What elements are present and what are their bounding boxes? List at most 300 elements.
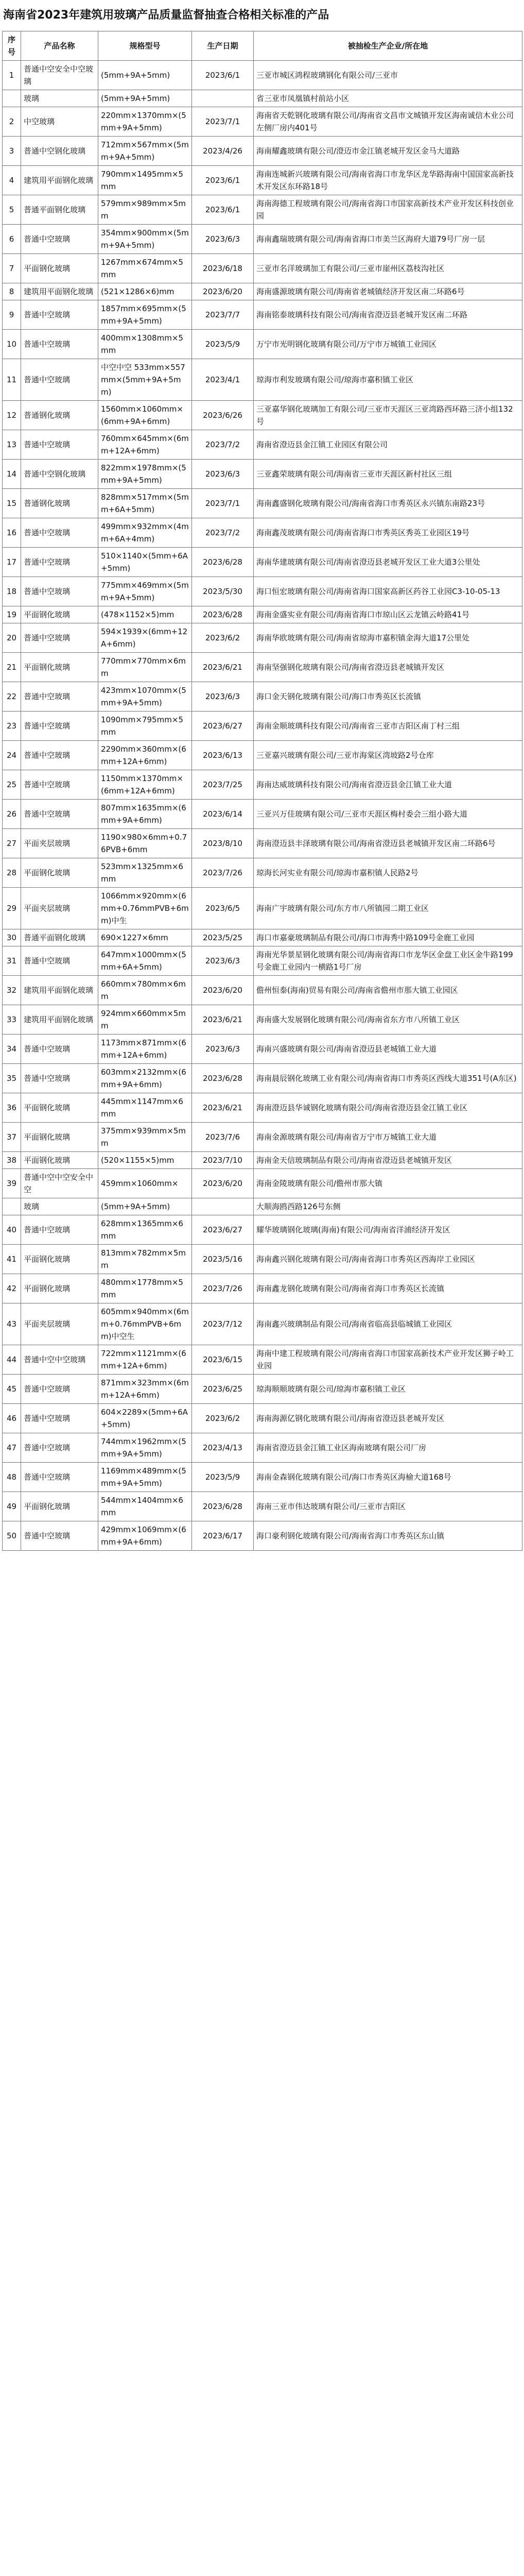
- table-row: [3, 1492, 522, 1521]
- row-enterprise: 省三亚市凤凰镇村前站小区: [254, 90, 522, 107]
- row-enterprise: 琼海长河实业有限公司/琼海市嘉积镇人民路2号: [254, 858, 522, 888]
- row-spec: 1560mm×1060mm×(6mm+9A+6mm): [98, 401, 192, 430]
- row-spec: (5mm+9A+5mm): [98, 90, 192, 107]
- row-production-date: 2023/6/1: [192, 61, 254, 90]
- table-row: [3, 606, 522, 623]
- row-product-name: 普通中空玻璃: [21, 518, 98, 548]
- row-index: 38: [3, 1152, 21, 1169]
- header-production-date: 生产日期: [192, 31, 254, 61]
- row-product-name: 普通中空玻璃: [21, 548, 98, 577]
- row-index: 28: [3, 858, 21, 888]
- row-spec: 1267mm×674mm×5mm: [98, 254, 192, 283]
- row-spec: 647mm×1000mm×(5mm+6A+5mm): [98, 946, 192, 976]
- table-row: [3, 682, 522, 711]
- row-index: 41: [3, 1245, 21, 1274]
- row-production-date: 2023/6/26: [192, 401, 254, 430]
- row-enterprise: 海南海源亿钢化玻璃有限公司/海南省澄迈县老城开发区: [254, 1404, 522, 1433]
- row-index: 4: [3, 166, 21, 195]
- row-product-name: 建筑用平面钢化玻璃: [21, 166, 98, 195]
- row-spec: 499mm×932mm×(4mm+6A+4mm): [98, 518, 192, 548]
- table-header-row: [3, 31, 522, 61]
- row-index: [3, 1198, 21, 1215]
- row-enterprise: 儋州恒泰(海南)贸易有限公司/海南省儋州市那大镇工业园区: [254, 976, 522, 1005]
- row-enterprise: 三亚市名洋玻璃加工有限公司/三亚市崖州区荔枝沟社区: [254, 254, 522, 283]
- table-row: [3, 741, 522, 770]
- row-index: 13: [3, 430, 21, 460]
- row-spec: 807mm×1635mm×(6mm+9A+6mm): [98, 800, 192, 829]
- row-index: 6: [3, 225, 21, 254]
- table-row: [3, 829, 522, 858]
- row-product-name: 建筑用平面钢化玻璃: [21, 283, 98, 300]
- row-product-name: 普通中空玻璃: [21, 741, 98, 770]
- row-spec: 744mm×1962mm×(5mm+9A+5mm): [98, 1433, 192, 1463]
- row-index: 50: [3, 1521, 21, 1551]
- row-enterprise: 海南鑫茂玻璃有限公司/海南省海口市秀英区秀英工业园区19号: [254, 518, 522, 548]
- row-production-date: 2023/5/16: [192, 1245, 254, 1274]
- row-product-name: 普通平面钢化玻璃: [21, 195, 98, 225]
- row-spec: 510×1140×(5mm+6A+5mm): [98, 548, 192, 577]
- row-spec: 790mm×1495mm×5mm: [98, 166, 192, 195]
- row-enterprise: 海南晨辰钢化玻璃工业有限公司/海南省海口市秀英区西线大道351号(A东区): [254, 1064, 522, 1093]
- row-enterprise: 海南广宇玻璃有限公司/东方市八所镇园二期工业区: [254, 888, 522, 929]
- row-product-name: 玻璃: [21, 90, 98, 107]
- table-row: [3, 1005, 522, 1035]
- row-production-date: 2023/6/27: [192, 711, 254, 741]
- row-spec: 中空中空 533mm×557mm×(5mm+9A+5mm): [98, 359, 192, 401]
- row-production-date: 2023/6/3: [192, 460, 254, 489]
- row-enterprise: 海南鑫兴钢化玻璃有限公司/海南省海口市秀英区西海岸工业园区: [254, 1245, 522, 1274]
- row-index: 42: [3, 1274, 21, 1303]
- row-enterprise: 海南金盛实业有限公司/海南省海口市琼山区云龙镇云岭路41号: [254, 606, 522, 623]
- table-row: [3, 254, 522, 283]
- row-index: 8: [3, 283, 21, 300]
- row-spec: 1150mm×1370mm×(6mm+12A+6mm): [98, 770, 192, 800]
- row-enterprise: 三亚嘉华钢化玻璃加工有限公司/三亚市天涯区三亚湾路西环路三济小组132号: [254, 401, 522, 430]
- row-spec: 445mm×1147mm×6mm: [98, 1093, 192, 1123]
- row-product-name: 普通钢化玻璃: [21, 489, 98, 518]
- row-product-name: 平面钢化玻璃: [21, 1245, 98, 1274]
- table-row: [3, 195, 522, 225]
- row-index: 47: [3, 1433, 21, 1463]
- row-enterprise: 海南鑫盛钢化玻璃有限公司/海南省海口市秀英区永兴镇东南路23号: [254, 489, 522, 518]
- row-spec: 871mm×323mm×(6mm+12A+6mm): [98, 1375, 192, 1404]
- row-spec: (478×1152×5)mm: [98, 606, 192, 623]
- row-production-date: 2023/5/25: [192, 929, 254, 946]
- row-index: 29: [3, 888, 21, 929]
- table-row: [3, 1245, 522, 1274]
- row-index: 21: [3, 653, 21, 682]
- row-spec: 628mm×1365mm×6mm: [98, 1215, 192, 1245]
- table-row: [3, 858, 522, 888]
- row-index: 34: [3, 1035, 21, 1064]
- row-spec: 579mm×989mm×5mm: [98, 195, 192, 225]
- row-index: 48: [3, 1463, 21, 1492]
- table-row: [3, 137, 522, 166]
- table-row: [3, 401, 522, 430]
- row-product-name: 平面钢化玻璃: [21, 1492, 98, 1521]
- row-spec: 822mm×1978mm×(5mm+9A+5mm): [98, 460, 192, 489]
- row-product-name: 普通平面钢化玻璃: [21, 929, 98, 946]
- row-spec: (521×1286×6)mm: [98, 283, 192, 300]
- row-index: 23: [3, 711, 21, 741]
- row-product-name: 平面钢化玻璃: [21, 1093, 98, 1123]
- row-enterprise: 海南坚强钢化玻璃有限公司/海南省澄迈县老城镇开发区: [254, 653, 522, 682]
- header-spec: 规格型号: [98, 31, 192, 61]
- row-spec: 1090mm×795mm×5mm: [98, 711, 192, 741]
- row-enterprise: 海南耀鑫玻璃有限公司/澄迈市金江镇老城开发区金马大道路: [254, 137, 522, 166]
- row-spec: (520×1155×5)mm: [98, 1152, 192, 1169]
- row-product-name: 平面钢化玻璃: [21, 1274, 98, 1303]
- row-product-name: 中空玻璃: [21, 107, 98, 137]
- row-production-date: 2023/6/25: [192, 1375, 254, 1404]
- row-enterprise: 海南鑫兴玻璃制品有限公司/海南省临高县临城镇工业园区: [254, 1303, 522, 1345]
- table-row: [3, 946, 522, 976]
- row-product-name: 普通中空玻璃: [21, 623, 98, 653]
- row-product-name: 建筑用平面钢化玻璃: [21, 976, 98, 1005]
- table-row: [3, 929, 522, 946]
- document-title: 海南省2023年建筑用玻璃产品质量监督抽查合格相关标准的产品: [3, 9, 329, 22]
- row-production-date: 2023/6/2: [192, 1404, 254, 1433]
- row-product-name: 普通中空玻璃: [21, 430, 98, 460]
- row-spec: 760mm×645mm×(6mm+12A+6mm): [98, 430, 192, 460]
- row-spec: 1857mm×695mm×(5mm+9A+5mm): [98, 300, 192, 330]
- row-production-date: 2023/6/21: [192, 1005, 254, 1035]
- table-row: [3, 976, 522, 1005]
- row-product-name: 普通中空玻璃: [21, 711, 98, 741]
- row-product-name: 普通钢化玻璃: [21, 401, 98, 430]
- row-product-name: 平面钢化玻璃: [21, 653, 98, 682]
- table-row: [3, 1303, 522, 1345]
- row-product-name: 普通中空玻璃: [21, 1035, 98, 1064]
- table-row: [3, 1521, 522, 1551]
- row-product-name: 平面钢化玻璃: [21, 1152, 98, 1169]
- row-production-date: 2023/4/26: [192, 137, 254, 166]
- row-production-date: 2023/6/3: [192, 1035, 254, 1064]
- row-index: 17: [3, 548, 21, 577]
- row-enterprise: 海南省澄迈县金江镇工业区海南玻璃有限公司厂房: [254, 1433, 522, 1463]
- row-spec: 603mm×2132mm×(6mm+9A+6mm): [98, 1064, 192, 1093]
- row-index: 22: [3, 682, 21, 711]
- row-index: 11: [3, 359, 21, 401]
- row-production-date: 2023/6/20: [192, 976, 254, 1005]
- row-index: 24: [3, 741, 21, 770]
- row-production-date: 2023/7/2: [192, 430, 254, 460]
- row-enterprise: 海南连城新兴玻璃有限公司/海南省海口市龙华区龙华路海南中国国家高新技术开发区东环路18号: [254, 166, 522, 195]
- row-spec: 429mm×1069mm×(6mm+9A+6mm): [98, 1521, 192, 1551]
- header-index: 序号: [3, 31, 21, 61]
- row-index: 5: [3, 195, 21, 225]
- row-production-date: 2023/7/1: [192, 107, 254, 137]
- table-row: [3, 1093, 522, 1123]
- row-product-name: 普通中空中空安全中空: [21, 1169, 98, 1198]
- table-row: [3, 359, 522, 401]
- row-index: 32: [3, 976, 21, 1005]
- table-row: [3, 1463, 522, 1492]
- row-production-date: 2023/6/14: [192, 800, 254, 829]
- row-product-name: 普通中空玻璃: [21, 225, 98, 254]
- row-enterprise: 海南省天乾钢化玻璃有限公司/海南省文昌市文城镇开发区海南诚信木业公司左侧厂房内401号: [254, 107, 522, 137]
- row-spec: 544mm×1404mm×6mm: [98, 1492, 192, 1521]
- row-index: 30: [3, 929, 21, 946]
- row-production-date: 2023/6/21: [192, 1093, 254, 1123]
- table-row: [3, 430, 522, 460]
- row-index: 36: [3, 1093, 21, 1123]
- row-product-name: 普通中空玻璃: [21, 946, 98, 976]
- table-row: [3, 1169, 522, 1198]
- row-index: 3: [3, 137, 21, 166]
- table-row: [3, 770, 522, 800]
- row-product-name: 普通中空玻璃: [21, 300, 98, 330]
- row-production-date: 2023/6/15: [192, 1345, 254, 1375]
- row-production-date: 2023/6/28: [192, 548, 254, 577]
- table-row: [3, 460, 522, 489]
- row-index: 7: [3, 254, 21, 283]
- row-spec: 2290mm×360mm×(6mm+12A+6mm): [98, 741, 192, 770]
- table-row: [3, 518, 522, 548]
- table-row: [3, 711, 522, 741]
- row-production-date: [192, 1198, 254, 1215]
- row-enterprise: 大顺海鸥西路126号东侧: [254, 1198, 522, 1215]
- table-row: [3, 548, 522, 577]
- row-production-date: 2023/8/10: [192, 829, 254, 858]
- row-enterprise: 海口市嘉豪玻璃制品有限公司/海口市海秀中路109号金鹿工业园: [254, 929, 522, 946]
- row-index: 19: [3, 606, 21, 623]
- row-enterprise: 海南华欧玻璃有限公司/海南省琼海市嘉积镇金海大道17公里处: [254, 623, 522, 653]
- row-spec: 459mm×1060mm×: [98, 1169, 192, 1198]
- row-enterprise: 海南鑫瑞玻璃有限公司/海南省海口市美兰区海府大道79号厂房一层: [254, 225, 522, 254]
- row-enterprise: 海南铭泰玻璃科技有限公司/海南省澄迈县老城开发区南二环路: [254, 300, 522, 330]
- row-spec: 354mm×900mm×(5mm+9A+5mm): [98, 225, 192, 254]
- row-spec: 828mm×517mm×(5mm+6A+5mm): [98, 489, 192, 518]
- row-product-name: 普通中空中空玻璃: [21, 1345, 98, 1375]
- row-production-date: 2023/6/5: [192, 888, 254, 929]
- row-product-name: 普通中空玻璃: [21, 1215, 98, 1245]
- row-enterprise: 海南兴盛玻璃有限公司/海南省澄迈县老城镇工业大道: [254, 1035, 522, 1064]
- row-index: 10: [3, 330, 21, 359]
- row-enterprise: 海南华建玻璃有限公司/海南省澄迈县老城开发区工业大道3公里处: [254, 548, 522, 577]
- row-spec: 375mm×939mm×5mm: [98, 1123, 192, 1152]
- row-enterprise: 海南达威玻璃科技有限公司/海南省澄迈县金江镇工业大道: [254, 770, 522, 800]
- row-production-date: 2023/7/10: [192, 1152, 254, 1169]
- row-production-date: 2023/6/3: [192, 682, 254, 711]
- row-production-date: 2023/7/2: [192, 518, 254, 548]
- row-index: 37: [3, 1123, 21, 1152]
- row-enterprise: 海南金天信玻璃制品有限公司/海南省澄迈县老城镇开发区: [254, 1152, 522, 1169]
- row-spec: 480mm×1778mm×5mm: [98, 1274, 192, 1303]
- row-index: 46: [3, 1404, 21, 1433]
- row-index: 20: [3, 623, 21, 653]
- row-product-name: 普通中空玻璃: [21, 1433, 98, 1463]
- row-spec: 604×2289×(5mm+6A+5mm): [98, 1404, 192, 1433]
- row-enterprise: 琼海顺顺玻璃有限公司/琼海市嘉积镇工业区: [254, 1375, 522, 1404]
- row-production-date: 2023/7/6: [192, 1123, 254, 1152]
- row-index: 16: [3, 518, 21, 548]
- row-product-name: 普通中空玻璃: [21, 800, 98, 829]
- row-product-name: 平面夹层玻璃: [21, 829, 98, 858]
- table-row: [3, 1375, 522, 1404]
- row-product-name: 建筑用平面钢化玻璃: [21, 1005, 98, 1035]
- row-enterprise: 海口金天钢化玻璃有限公司/海口市秀英区长流镇: [254, 682, 522, 711]
- row-production-date: 2023/6/13: [192, 741, 254, 770]
- row-production-date: 2023/5/9: [192, 330, 254, 359]
- row-enterprise: 海南光华景星钢化玻璃有限公司/海南省海口市龙华区金盘工业区金牛路199号金鹿工业园内一横路1号厂房: [254, 946, 522, 976]
- row-product-name: 普通中空玻璃: [21, 330, 98, 359]
- row-spec: (5mm+9A+5mm): [98, 61, 192, 90]
- row-production-date: 2023/7/7: [192, 300, 254, 330]
- table-row: [3, 330, 522, 359]
- row-enterprise: 海南金森钢化玻璃有限公司/海口市秀英区海榆大道168号: [254, 1463, 522, 1492]
- row-production-date: 2023/5/9: [192, 1463, 254, 1492]
- table-row: [3, 1433, 522, 1463]
- row-enterprise: 海南省澄迈县金江镇工业园区有限公司: [254, 430, 522, 460]
- row-product-name: 普通中空玻璃: [21, 770, 98, 800]
- table-row: [3, 489, 522, 518]
- row-enterprise: 琼海市利发玻璃有限公司/琼海市嘉积镇工业区: [254, 359, 522, 401]
- table-row: [3, 1198, 522, 1215]
- table-row: [3, 225, 522, 254]
- table-row: [3, 1035, 522, 1064]
- row-index: 1: [3, 61, 21, 90]
- row-spec: 594×1939×(6mm+12A+6mm): [98, 623, 192, 653]
- row-index: 2: [3, 107, 21, 137]
- row-production-date: 2023/6/2: [192, 623, 254, 653]
- table-row: [3, 1215, 522, 1245]
- row-enterprise: 三亚市城区鸿程玻璃钢化有限公司/三亚市: [254, 61, 522, 90]
- table-row: [3, 1404, 522, 1433]
- row-index: 33: [3, 1005, 21, 1035]
- row-enterprise: 海南中建工程玻璃有限公司/海南省海口市国家高新技术产业开发区狮子岭工业园: [254, 1345, 522, 1375]
- table-row: [3, 283, 522, 300]
- table-body: [3, 61, 522, 1551]
- table-row: [3, 888, 522, 929]
- row-spec: 1066mm×920mm×(6mm+0.76mmPVB+6mm)中生: [98, 888, 192, 929]
- row-product-name: 普通中空钢化玻璃: [21, 137, 98, 166]
- row-spec: (5mm+9A+5mm): [98, 1198, 192, 1215]
- row-enterprise: 海口豪利钢化玻璃有限公司/海南省海口市秀英区东山镇: [254, 1521, 522, 1551]
- row-spec: 712mm×567mm×(5mm+9A+5mm): [98, 137, 192, 166]
- row-index: 31: [3, 946, 21, 976]
- row-index: 12: [3, 401, 21, 430]
- row-product-name: 玻璃: [21, 1198, 98, 1215]
- row-production-date: 2023/6/17: [192, 1521, 254, 1551]
- row-production-date: 2023/6/1: [192, 166, 254, 195]
- row-index: 18: [3, 577, 21, 606]
- table-row: [3, 1345, 522, 1375]
- row-index: 14: [3, 460, 21, 489]
- row-production-date: 2023/6/1: [192, 195, 254, 225]
- row-production-date: 2023/5/30: [192, 577, 254, 606]
- row-product-name: 普通中空玻璃: [21, 682, 98, 711]
- row-enterprise: 三亚兴万佳玻璃有限公司/三亚市天涯区梅村委会三组小路大道: [254, 800, 522, 829]
- row-production-date: 2023/4/13: [192, 1433, 254, 1463]
- row-enterprise: 三亚嘉兴玻璃有限公司/三亚市海棠区湾坡路2号仓库: [254, 741, 522, 770]
- row-index: 25: [3, 770, 21, 800]
- row-product-name: 普通中空玻璃: [21, 1064, 98, 1093]
- row-production-date: 2023/6/28: [192, 606, 254, 623]
- row-enterprise: 海南金顺玻璃科技有限公司/海南省三亚市吉阳区南丁村三组: [254, 711, 522, 741]
- row-index: 40: [3, 1215, 21, 1245]
- row-spec: 722mm×1121mm×(6mm+12A+6mm): [98, 1345, 192, 1375]
- row-production-date: 2023/7/12: [192, 1303, 254, 1345]
- row-product-name: 普通中空安全中空玻璃: [21, 61, 98, 90]
- row-product-name: 普通中空玻璃: [21, 1375, 98, 1404]
- row-production-date: 2023/6/18: [192, 254, 254, 283]
- row-production-date: 2023/6/20: [192, 283, 254, 300]
- row-spec: 690×1227×6mm: [98, 929, 192, 946]
- table-row: [3, 800, 522, 829]
- row-index: 27: [3, 829, 21, 858]
- row-spec: 1173mm×871mm×(6mm+12A+6mm): [98, 1035, 192, 1064]
- table-row: [3, 61, 522, 90]
- row-spec: 523mm×1325mm×6mm: [98, 858, 192, 888]
- row-production-date: 2023/4/1: [192, 359, 254, 401]
- header-product-name: 产品名称: [21, 31, 98, 61]
- row-production-date: 2023/6/28: [192, 1064, 254, 1093]
- row-index: [3, 90, 21, 107]
- row-production-date: 2023/7/1: [192, 489, 254, 518]
- table-row: [3, 107, 522, 137]
- row-production-date: 2023/7/25: [192, 770, 254, 800]
- row-index: 26: [3, 800, 21, 829]
- row-product-name: 普通中空玻璃: [21, 1521, 98, 1551]
- row-production-date: 2023/6/28: [192, 1492, 254, 1521]
- row-product-name: 平面夹层玻璃: [21, 1303, 98, 1345]
- row-spec: 1169mm×489mm×(5mm+9A+5mm): [98, 1463, 192, 1492]
- table-row: [3, 653, 522, 682]
- row-enterprise: 海南澄迈县华诚钢化玻璃有限公司/海南省澄迈县金江镇工业区: [254, 1093, 522, 1123]
- row-enterprise: 三亚鑫荣玻璃有限公司/海南省三亚市天涯区新村社区三组: [254, 460, 522, 489]
- row-enterprise: 海南盛源玻璃有限公司/海南省老城镇经济开发区南二环路6号: [254, 283, 522, 300]
- row-enterprise: 海口恒宏玻璃有限公司/海南省海口国家高新区药谷工业园C3-10-05-13: [254, 577, 522, 606]
- row-production-date: 2023/7/26: [192, 1274, 254, 1303]
- row-product-name: 平面钢化玻璃: [21, 858, 98, 888]
- row-product-name: 普通中空玻璃: [21, 1463, 98, 1492]
- row-index: 15: [3, 489, 21, 518]
- row-spec: 400mm×1308mm×5mm: [98, 330, 192, 359]
- row-enterprise: 海南三亚市伟达玻璃有限公司/三亚市吉阳区: [254, 1492, 522, 1521]
- row-product-name: 普通中空玻璃: [21, 359, 98, 401]
- table-row: [3, 577, 522, 606]
- row-spec: 813mm×782mm×5mm: [98, 1245, 192, 1274]
- row-product-name: 平面钢化玻璃: [21, 606, 98, 623]
- results-table: [2, 31, 522, 1551]
- row-product-name: 普通中空玻璃: [21, 577, 98, 606]
- header-enterprise: 被抽检生产企业/所在地: [254, 31, 522, 61]
- row-index: 49: [3, 1492, 21, 1521]
- row-product-name: 平面钢化玻璃: [21, 254, 98, 283]
- row-spec: 423mm×1070mm×(5mm+9A+5mm): [98, 682, 192, 711]
- row-production-date: 2023/6/21: [192, 653, 254, 682]
- row-spec: 775mm×469mm×(5mm+9A+5mm): [98, 577, 192, 606]
- row-production-date: 2023/6/20: [192, 1169, 254, 1198]
- row-production-date: 2023/7/26: [192, 858, 254, 888]
- row-production-date: 2023/6/27: [192, 1215, 254, 1245]
- row-spec: 770mm×770mm×6mm: [98, 653, 192, 682]
- row-production-date: [192, 90, 254, 107]
- row-production-date: 2023/6/3: [192, 225, 254, 254]
- row-index: 39: [3, 1169, 21, 1198]
- table-row: [3, 1123, 522, 1152]
- row-enterprise: 海南澄迈县丰泽玻璃有限公司/海南省澄迈县老城镇开发区南二环路6号: [254, 829, 522, 858]
- row-enterprise: 海南海德工程玻璃有限公司/海南省海口市国家高新技术产业开发区科技创业园: [254, 195, 522, 225]
- row-index: 45: [3, 1375, 21, 1404]
- row-index: 43: [3, 1303, 21, 1345]
- row-spec: 660mm×780mm×6mm: [98, 976, 192, 1005]
- row-product-name: 普通中空玻璃: [21, 1404, 98, 1433]
- row-spec: 924mm×660mm×5mm: [98, 1005, 192, 1035]
- table-row: [3, 1274, 522, 1303]
- row-production-date: 2023/6/3: [192, 946, 254, 976]
